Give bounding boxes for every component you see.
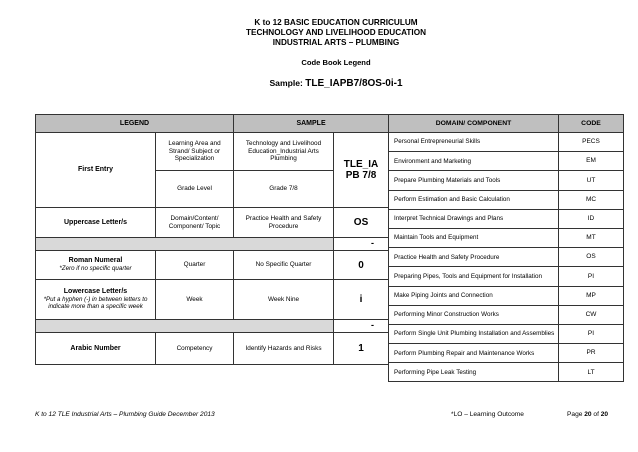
code-cell: MT bbox=[559, 228, 624, 247]
table-row bbox=[389, 363, 624, 382]
code-cell: LT bbox=[559, 363, 624, 382]
code-cell: OS bbox=[559, 248, 624, 267]
page-current: 20 bbox=[584, 411, 592, 418]
separator-dash-1: - bbox=[334, 238, 389, 251]
code-book-legend-title: Code Book Legend bbox=[301, 58, 371, 67]
uppercase-code: OS bbox=[334, 208, 389, 238]
footer-page-number bbox=[567, 411, 608, 419]
code-cell: PECS bbox=[559, 133, 624, 152]
curriculum-title: K to 12 BASIC EDUCATION CURRICULUM bbox=[254, 18, 418, 27]
table-row bbox=[389, 267, 624, 286]
table-row bbox=[389, 209, 624, 228]
grade-level-cell: Grade Level bbox=[156, 171, 234, 208]
domain-cell: Perform Plumbing Repair and Maintenance Works bbox=[389, 344, 559, 363]
arabic-number-code: 1 bbox=[334, 333, 389, 365]
legend-table bbox=[35, 114, 389, 365]
uppercase-label: Uppercase Letter/s bbox=[36, 208, 156, 238]
domain-cell: Interpret Technical Drawings and Plans bbox=[389, 209, 559, 228]
week-sample-cell: Week Nine bbox=[234, 280, 334, 320]
footer-guide-title: K to 12 TLE Industrial Arts – Plumbing Guide December 2013 bbox=[35, 411, 215, 418]
sample-code: TLE_IAPB7/8OS-0i-1 bbox=[305, 78, 403, 89]
domain-cell: Environment and Marketing bbox=[389, 152, 559, 171]
code-cell: MC bbox=[559, 190, 624, 209]
lowercase-cell bbox=[36, 280, 156, 320]
domain-cell: Perform Estimation and Basic Calculation bbox=[389, 190, 559, 209]
domain-cell: Maintain Tools and Equipment bbox=[389, 228, 559, 247]
table-row bbox=[389, 171, 624, 190]
domain-component-header: DOMAIN/ COMPONENT bbox=[389, 115, 559, 133]
sample-code-line bbox=[17, 78, 638, 89]
table-row bbox=[389, 344, 624, 363]
lowercase-label: Lowercase Letter/s bbox=[63, 288, 128, 296]
competency-sample-cell: Identify Hazards and Risks bbox=[234, 333, 334, 365]
table-row bbox=[389, 305, 624, 324]
roman-numeral-cell bbox=[36, 251, 156, 280]
first-entry-code: TLE_IA PB 7/8 bbox=[334, 133, 389, 208]
roman-numeral-label: Roman Numeral bbox=[68, 257, 123, 265]
table-row bbox=[389, 228, 624, 247]
domain-content-cell: Domain/Content/ Component/ Topic bbox=[156, 208, 234, 238]
code-cell: MP bbox=[559, 286, 624, 305]
domain-content-sample-cell: Practice Health and Safety Procedure bbox=[234, 208, 334, 238]
week-cell: Week bbox=[156, 280, 234, 320]
first-entry-label: First Entry bbox=[36, 133, 156, 208]
table-row bbox=[389, 324, 624, 343]
table-row bbox=[389, 286, 624, 305]
separator-row-1 bbox=[36, 238, 334, 251]
table-row bbox=[389, 190, 624, 209]
separator-dash-2: - bbox=[334, 320, 389, 333]
table-row bbox=[389, 133, 624, 152]
code-header: CODE bbox=[559, 115, 624, 133]
domain-component-table bbox=[388, 114, 624, 382]
domain-cell: Preparing Pipes, Tools and Equipment for Installation bbox=[389, 267, 559, 286]
page-of: of bbox=[591, 411, 601, 418]
domain-cell: Prepare Plumbing Materials and Tools bbox=[389, 171, 559, 190]
quarter-sample-cell: No Specific Quarter bbox=[234, 251, 334, 280]
domain-cell: Performing Minor Construction Works bbox=[389, 305, 559, 324]
roman-numeral-note: *Zero if no specific quarter bbox=[59, 265, 132, 272]
footer-lo-note: *LO – Learning Outcome bbox=[451, 411, 524, 418]
specialization-title: INDUSTRIAL ARTS – PLUMBING bbox=[272, 38, 400, 47]
arabic-number-label: Arabic Number bbox=[36, 333, 156, 365]
page-total: 20 bbox=[600, 411, 609, 418]
code-cell: ID bbox=[559, 209, 624, 228]
page-prefix: Page bbox=[567, 411, 585, 418]
quarter-cell: Quarter bbox=[156, 251, 234, 280]
legend-header: LEGEND bbox=[36, 115, 234, 133]
learning-area-sample-cell: Technology and Livelihood Education_Industrial Arts Plumbing bbox=[234, 133, 334, 171]
code-cell: CW bbox=[559, 305, 624, 324]
domain-cell: Personal Entrepreneurial Skills bbox=[389, 133, 559, 152]
code-cell: PI bbox=[559, 267, 624, 286]
lowercase-code: i bbox=[334, 280, 389, 320]
code-cell: EM bbox=[559, 152, 624, 171]
code-cell: PI bbox=[559, 324, 624, 343]
domain-cell: Practice Health and Safety Procedure bbox=[389, 248, 559, 267]
table-row bbox=[389, 152, 624, 171]
grade-level-sample-cell: Grade 7/8 bbox=[234, 171, 334, 208]
code-cell: PR bbox=[559, 344, 624, 363]
subject-title: TECHNOLOGY AND LIVELIHOOD EDUCATION bbox=[246, 28, 426, 37]
domain-cell: Performing Pipe Leak Testing bbox=[389, 363, 559, 382]
learning-area-cell: Learning Area and Strand/ Subject or Specialization bbox=[156, 133, 234, 171]
roman-numeral-code: 0 bbox=[334, 251, 389, 280]
table-row bbox=[389, 248, 624, 267]
separator-row-2 bbox=[36, 320, 334, 333]
competency-cell: Competency bbox=[156, 333, 234, 365]
code-cell: UT bbox=[559, 171, 624, 190]
sample-label: Sample: bbox=[269, 78, 306, 88]
lowercase-note: *Put a hyphen (-) in between letters to indicate more than a specific week bbox=[43, 295, 148, 311]
domain-cell: Make Piping Joints and Connection bbox=[389, 286, 559, 305]
domain-cell: Perform Single Unit Plumbing Installation and Assemblies bbox=[389, 324, 559, 343]
sample-header: SAMPLE bbox=[234, 115, 389, 133]
